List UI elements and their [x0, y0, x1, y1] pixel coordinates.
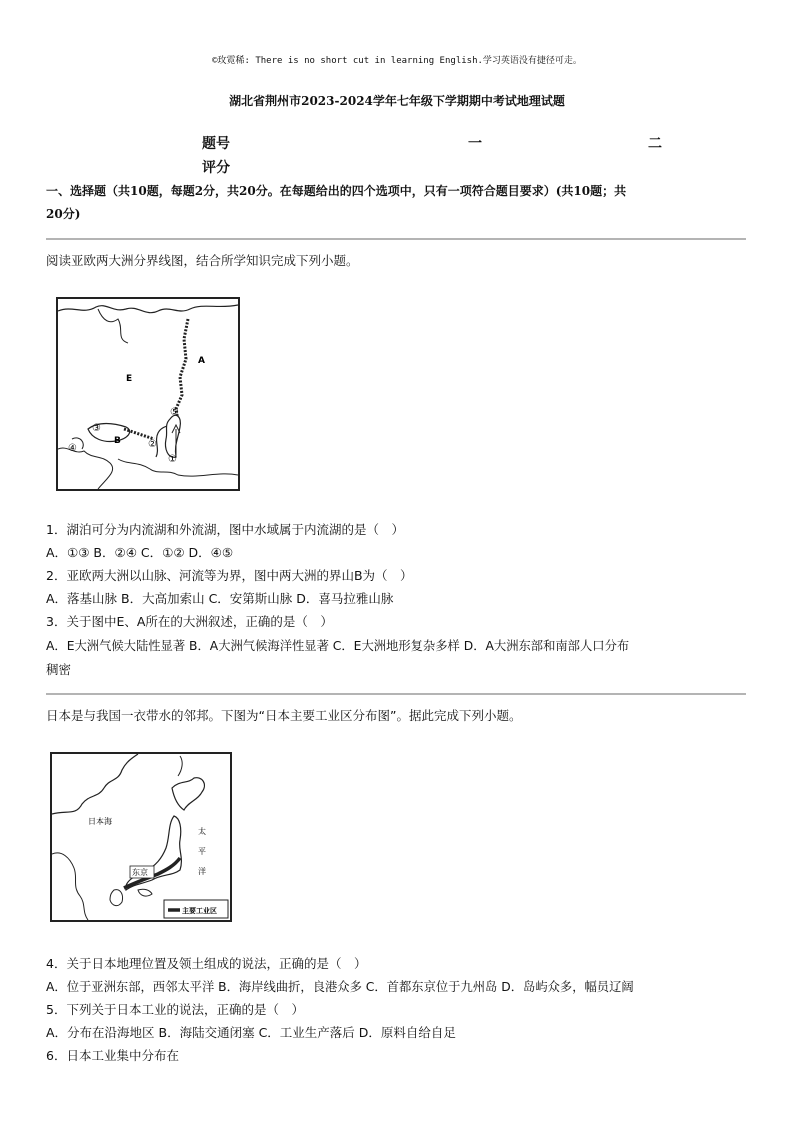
label-pacific-1: 太: [198, 827, 206, 836]
label-a: A: [198, 356, 205, 366]
label-1: ①: [168, 454, 177, 465]
score-col-1: 一: [468, 136, 482, 152]
divider: [46, 238, 746, 240]
label-sea-of-japan: 日本海: [88, 817, 112, 826]
question-3: 3．关于图中E、A所在的大洲叙述，正确的是（ ）: [46, 614, 333, 629]
question-2-options: A．落基山脉 B．大高加索山 C．安第斯山脉 D．喜马拉雅山脉: [46, 591, 394, 606]
label-3: ③: [92, 423, 101, 434]
legend-industrial-zone: 主要工业区: [182, 907, 217, 915]
label-b: B: [114, 436, 121, 446]
label-pacific-2: 平: [198, 847, 206, 856]
question-2: 2．亚欧两大洲以山脉、河流等为界，图中两大洲的界山B为（ ）: [46, 568, 413, 583]
label-5: ⑤: [170, 407, 179, 418]
label-e: E: [126, 374, 133, 384]
question-1-options: A．①③ B．②④ C．①② D．④⑤: [46, 545, 234, 560]
question-1: 1．湖泊可分为内流湖和外流湖，图中水域属于内流湖的是（ ）: [46, 522, 404, 537]
header-note: ©玫霓稀: There is no short cut in learning English.学习英语没有捷径可走。: [212, 56, 582, 66]
group2-intro: 日本是与我国一衣带水的邻邦。下图为“日本主要工业区分布图”。据此完成下列小题。: [46, 708, 522, 723]
section-heading: 一、选择题（共10题，每题2分，共20分。在每题给出的四个选项中，只有一项符合题目要求）(共10题；共: [46, 184, 627, 198]
question-6: 6．日本工业集中分布在: [46, 1048, 179, 1063]
grade-row-label: 评分: [202, 160, 230, 176]
question-4: 4．关于日本地理位置及领土组成的说法，正确的是（ ）: [46, 956, 367, 971]
question-5-options: A．分布在沿海地区 B．海陆交通闭塞 C．工业生产落后 D．原料自给自足: [46, 1025, 456, 1040]
label-tokyo: 东京: [132, 868, 148, 877]
group1-intro: 阅读亚欧两大洲分界线图，结合所学知识完成下列小题。: [46, 253, 359, 268]
score-col-2: 二: [648, 136, 662, 152]
label-pacific-3: 洋: [198, 867, 206, 876]
question-3-options: A．E大洲气候大陆性显著 B．A大洲气候海洋性显著 C．E大洲地形复杂多样 D．A大洲东部和南部人口分布: [46, 639, 630, 653]
eurasia-boundary-map: [56, 297, 240, 491]
japan-industry-map: [50, 752, 232, 922]
section-heading-cont: 20分): [46, 207, 81, 221]
exam-title: 湖北省荆州市2023-2024学年七年级下学期期中考试地理试题: [229, 94, 565, 108]
score-row-label: 题号: [202, 136, 230, 152]
question-4-options: A．位于亚洲东部，西邻太平洋 B．海岸线曲折，良港众多 C．首都东京位于九州岛 D．岛屿众多，幅员辽阔: [46, 980, 634, 994]
divider: [46, 693, 746, 695]
label-4: ④: [68, 443, 77, 454]
label-2: ②: [148, 439, 157, 450]
question-5: 5．下列关于日本工业的说法，正确的是（ ）: [46, 1002, 304, 1017]
question-3-options-cont: 稠密: [46, 662, 72, 677]
